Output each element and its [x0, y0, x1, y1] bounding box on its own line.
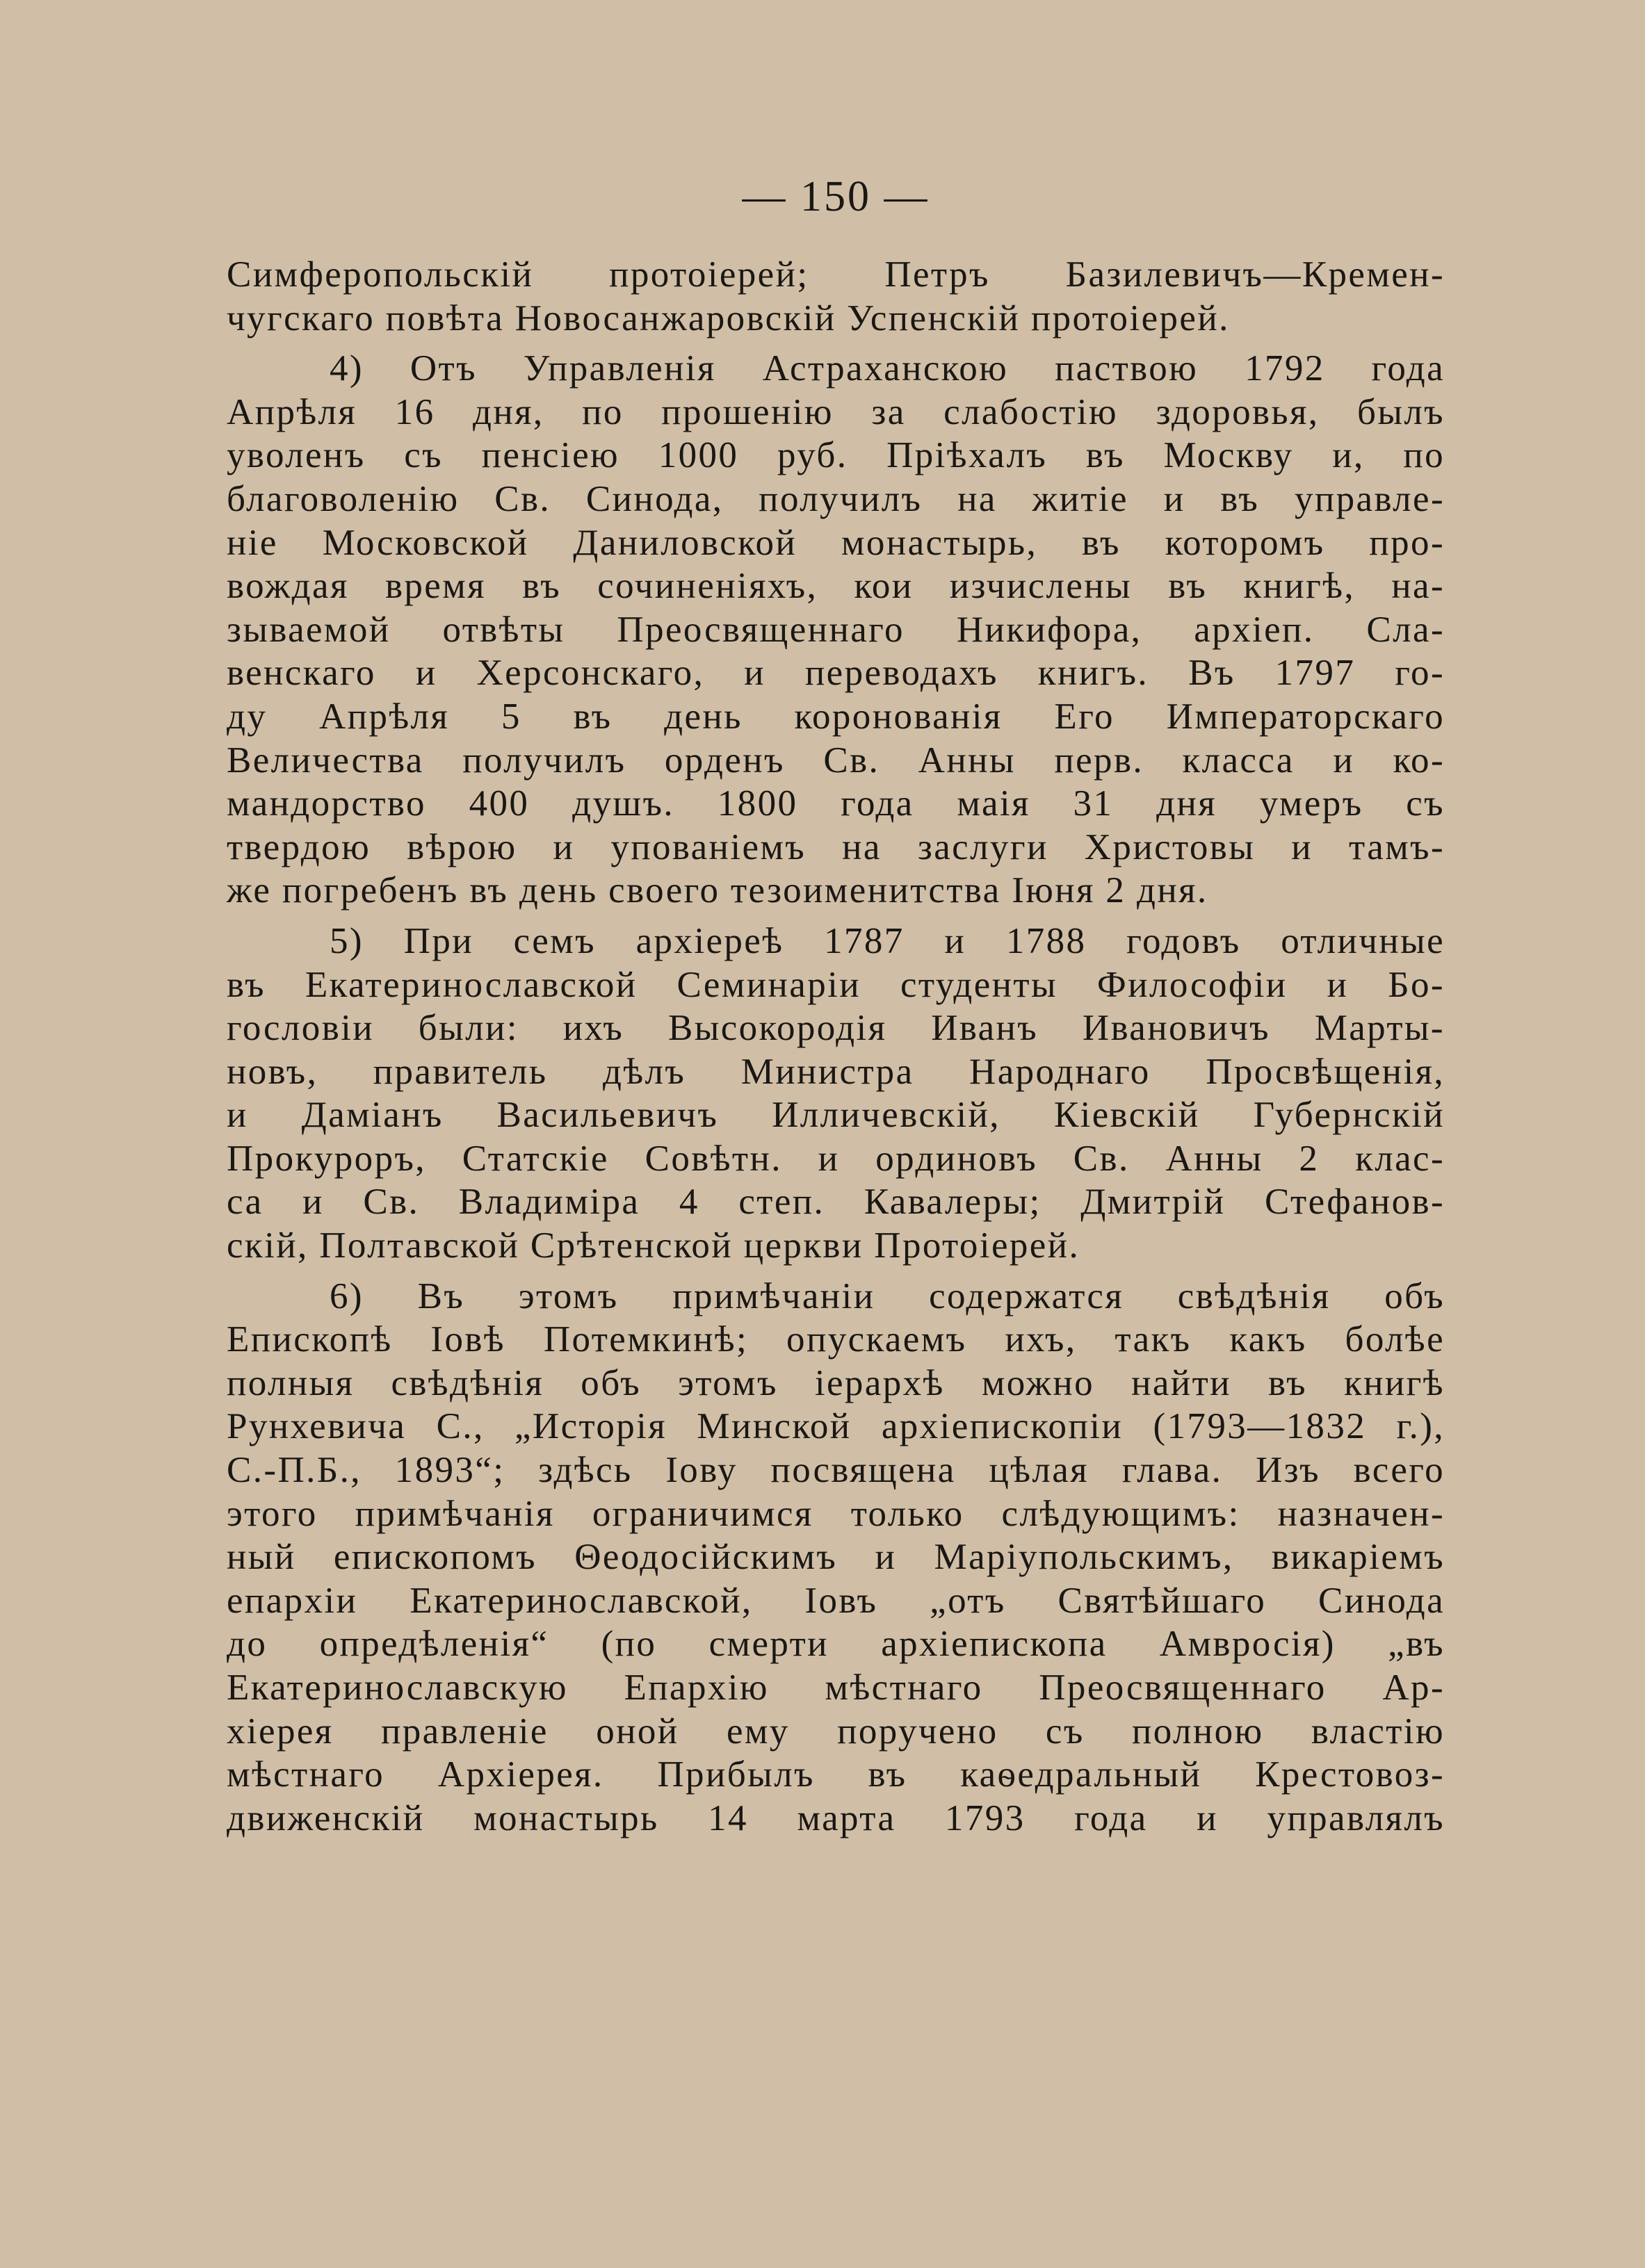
body-text: [227, 253, 1445, 1840]
text-line: Прокуроръ, Статскіе Совѣтн. и ординовъ Св. Анны 2 клас-: [227, 1138, 1445, 1179]
text-line: са и Св. Владиміра 4 степ. Кавалеры; Дмитрій Стефанов-: [227, 1182, 1445, 1223]
text-line: твердою вѣрою и упованіемъ на заслуги Христовы и тамъ-: [227, 826, 1445, 867]
paragraph-note-4: [227, 347, 1445, 913]
text-line: благоволенію Св. Синода, получилъ на житіе и въ управле-: [227, 478, 1445, 519]
text-line: вождая время въ сочиненіяхъ, кои изчислены въ книгѣ, на-: [227, 566, 1445, 607]
text-line: С.-П.Б., 1893“; здѣсь Іову посвящена цѣлая глава. Изъ всего: [227, 1450, 1445, 1491]
text-line: 5) При семъ архіереѣ 1787 и 1788 годовъ отличные: [330, 920, 1445, 961]
text-line: мандорство 400 душъ. 1800 года маія 31 дня умеръ съ: [227, 783, 1445, 824]
text-line: Величества получилъ орденъ Св. Анны перв. класса и ко-: [227, 740, 1445, 781]
text-line: хіерея правленіе оной ему поручено съ полною властію: [227, 1711, 1445, 1752]
text-line: этого примѣчанія ограничимся только слѣдующимъ: назначен-: [227, 1493, 1445, 1534]
text-line: чугскаго повѣта Новосанжаровскій Успенскій протоіерей.: [227, 297, 1230, 338]
text-line: же погребенъ въ день своего тезоименитства Іюня 2 дня.: [227, 870, 1208, 911]
text-line: въ Екатеринославской Семинаріи студенты Философіи и Бо-: [227, 964, 1445, 1005]
paragraph-note-5: [227, 920, 1445, 1268]
text-line: Рунхевича С., „Исторія Минской архіепископіи (1793—1832 г.),: [227, 1406, 1445, 1447]
text-line: Апрѣля 16 дня, по прошенію за слабостію здоровья, былъ: [227, 391, 1445, 432]
text-line: движенскій монастырь 14 марта 1793 года и управлялъ: [227, 1797, 1445, 1838]
text-line: Екатеринославскую Епархію мѣстнаго Преосвященнаго Ар-: [227, 1667, 1445, 1708]
text-line: и Даміанъ Васильевичъ Илличевскій, Кіевскій Губернскій: [227, 1095, 1445, 1136]
page-number: — 150 —: [742, 173, 930, 220]
text-line: до опредѣленія“ (по смерти архіепископа Амвросія) „въ: [227, 1624, 1445, 1665]
text-line: полныя свѣдѣнія объ этомъ іерархѣ можно найти въ книгѣ: [227, 1362, 1445, 1403]
text-line: мѣстнаго Архіерея. Прибылъ въ каѳедральный Крестовоз-: [227, 1754, 1445, 1795]
text-line: скій, Полтавской Срѣтенской церкви Протоіерей.: [227, 1225, 1080, 1266]
text-line: зываемой отвѣты Преосвященнаго Никифора, архіеп. Сла-: [227, 609, 1445, 650]
text-line: Симферопольскій протоіерей; Петръ Базилевичъ—Кремен-: [227, 254, 1445, 295]
text-line: венскаго и Херсонскаго, и переводахъ книгъ. Въ 1797 го-: [227, 653, 1445, 694]
text-line: новъ, правитель дѣлъ Министра Народнаго Просвѣщенія,: [227, 1051, 1445, 1092]
text-line: гословіи были: ихъ Высокородія Иванъ Ивановичъ Марты-: [227, 1008, 1445, 1049]
text-line: уволенъ съ пенсіею 1000 руб. Пріѣхалъ въ Москву и, по: [227, 435, 1445, 476]
text-line: ный епископомъ Θеодосійскимъ и Маріупольскимъ, викаріемъ: [227, 1537, 1445, 1578]
paragraph-continuation: [227, 253, 1445, 340]
text-line: епархіи Екатеринославской, Іовъ „отъ Святѣйшаго Синода: [227, 1580, 1445, 1621]
text-line: 6) Въ этомъ примѣчаніи содержатся свѣдѣнія объ: [330, 1275, 1445, 1316]
paragraph-note-6: [227, 1275, 1445, 1841]
text-line: ніе Московской Даниловской монастырь, въ которомъ про-: [227, 522, 1445, 563]
text-line: ду Апрѣля 5 въ день коронованія Его Императорскаго: [227, 696, 1445, 737]
text-line: Епископѣ Іовѣ Потемкинѣ; опускаемъ ихъ, такъ какъ болѣе: [227, 1319, 1445, 1360]
text-line: 4) Отъ Управленія Астраханскою паствою 1792 года: [330, 348, 1445, 389]
page: [227, 172, 1445, 1840]
